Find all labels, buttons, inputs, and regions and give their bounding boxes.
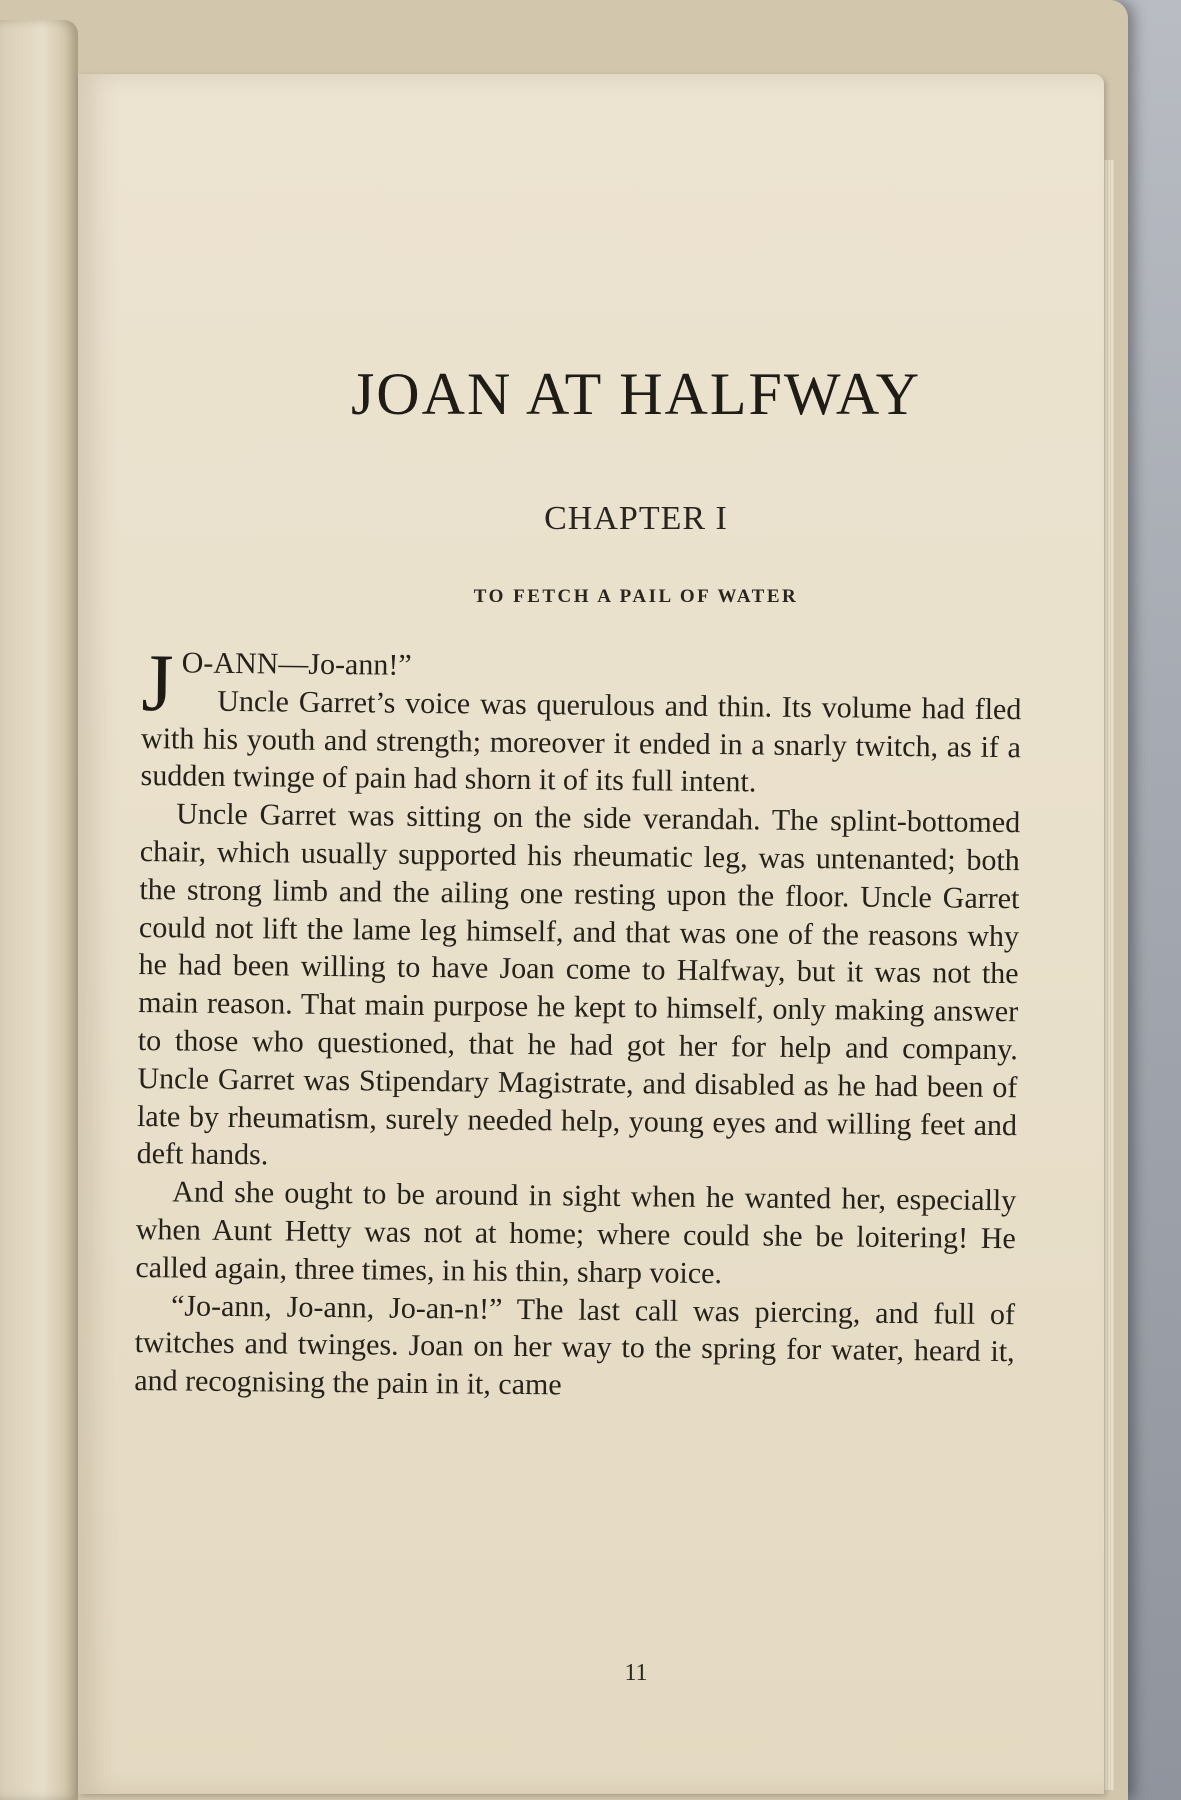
drop-cap: J: [141, 637, 174, 729]
paragraph-4: “Jo-ann, Jo-ann, Jo-an-n!” The last call was piercing, and full of twitches and twinges. Joan on her way to the spring for water, heard it, and recognising the pain in it, came: [134, 1288, 1016, 1402]
paragraph-1-opening: O-ANN—Jo-ann!”: [181, 646, 412, 682]
paragraph-2: Uncle Garret was sitting on the side verandah. The splint-bottomed chair, which usually supported his rheumatic leg, was untenanted; both the strong limb and the ailing one resting upon the floor. Uncle Garret could not lift the lame leg himself, and that was one of the reasons why he had been willing to have Joan come to Halfway, but it was not the main reason. That main purpose he kept to himself, only making answer to those who questioned, that he had got her for help and company. Uncle Garret was Stipendary Magistrate, and disabled as he had been of late by rheumatism, surely needed help, young eyes and willing feet and deft hands.: [136, 797, 1021, 1172]
page-number: 11: [624, 1660, 648, 1686]
body-text: [134, 637, 1022, 1409]
paragraph-1-body: Uncle Garret’s voice was querulous and thin. Its volume had fled with his youth and strength; moreover it ended in a snarly twitch, as if a sudden twinge of pain had shorn it of its full intent.: [140, 684, 1022, 799]
paragraph-1: [140, 637, 1022, 804]
paragraph-3: And she ought to be around in sight when he wanted her, especially when Aunt Hetty was not at home; where could she be loitering! He called again, three times, in his thin, sharp voice.: [135, 1175, 1017, 1290]
left-page-edge: [0, 20, 78, 1800]
book-page: [78, 74, 1104, 1794]
book-title: JOAN AT HALFWAY: [350, 361, 922, 427]
chapter-heading: CHAPTER I: [544, 500, 728, 537]
chapter-subtitle: TO FETCH A PAIL OF WATER: [473, 586, 799, 607]
